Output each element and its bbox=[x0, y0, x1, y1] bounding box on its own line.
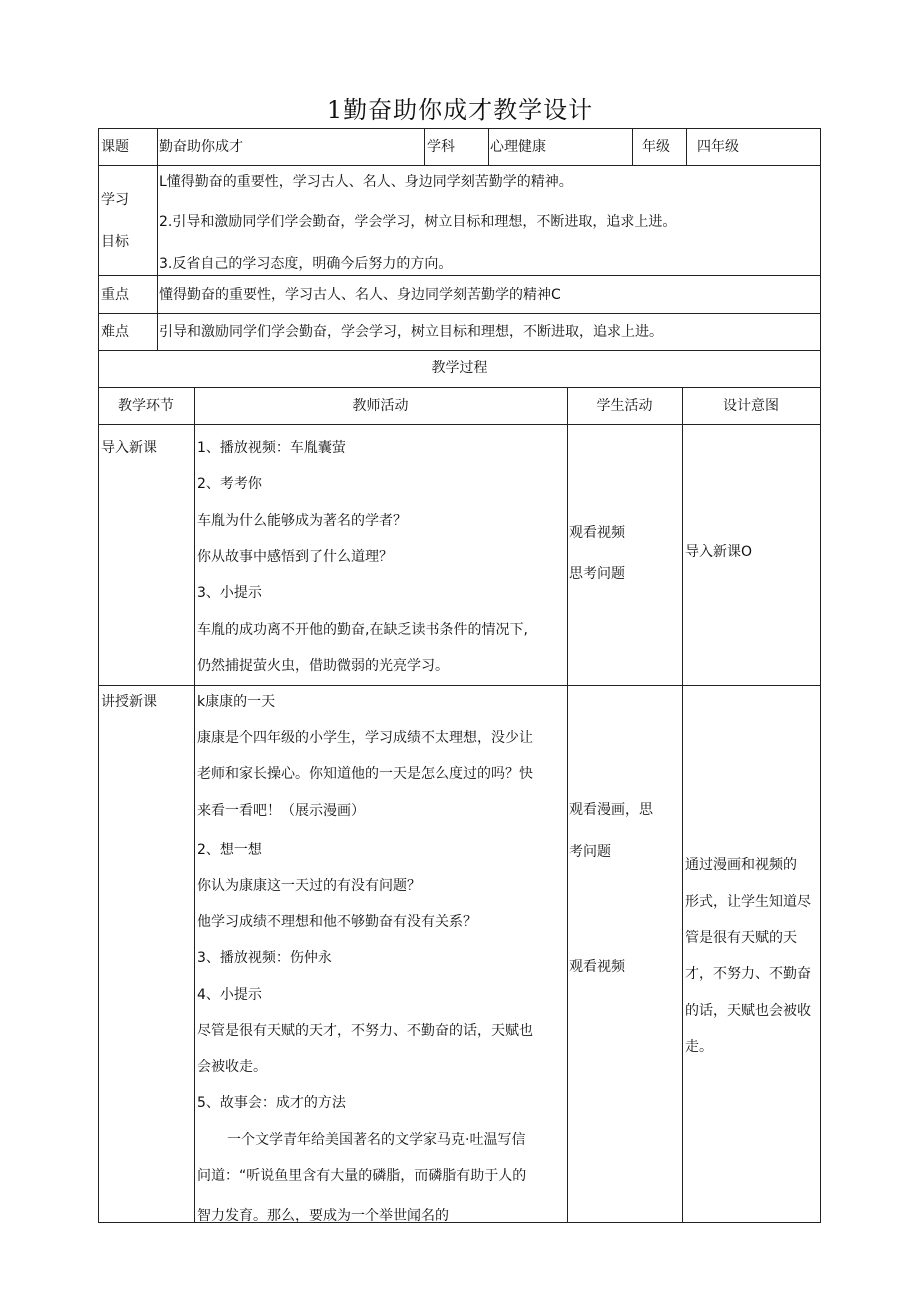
header-teacher-activity: 教师活动 bbox=[352, 398, 409, 414]
teacher-activity-line: 一个文学青年给美国著名的文学家马克·吐温写信 bbox=[227, 1132, 526, 1148]
process-title: 教学过程 bbox=[431, 360, 488, 376]
col-divider bbox=[194, 387, 195, 1223]
row-divider bbox=[98, 165, 821, 166]
key-point-value: 懂得勤奋的重要性，学习古人、名人、身边同学刻苦勤学的精神C bbox=[159, 287, 561, 303]
col-divider bbox=[567, 387, 568, 1223]
document-title: 1勤奋助你成才教学设计 bbox=[326, 96, 594, 124]
stage-name: 讲授新课 bbox=[101, 694, 157, 710]
teacher-activity-line: 问道：“听说鱼里含有大量的磷脂，而磷脂有助于人的 bbox=[197, 1168, 527, 1184]
teacher-activity-line: 2、考考你 bbox=[197, 476, 262, 492]
student-activity-line: 考问题 bbox=[569, 844, 611, 860]
teacher-activity-line: 1、播放视频：车胤囊萤 bbox=[197, 440, 346, 456]
teacher-activity-line: 5、故事会：成才的方法 bbox=[197, 1095, 346, 1111]
table-border-left bbox=[98, 128, 99, 1223]
col-divider bbox=[632, 128, 633, 165]
header-stage: 教学环节 bbox=[118, 398, 174, 414]
teacher-activity-line: k康康的一天 bbox=[197, 694, 276, 710]
teacher-activity-line: 他学习成绩不理想和他不够勤奋有没有关系？ bbox=[197, 914, 477, 930]
teacher-activity-line: 2、想一想 bbox=[197, 842, 262, 858]
design-intent-line: 通过漫画和视频的 bbox=[685, 857, 797, 873]
design-intent-line: 形式，让学生知道尽 bbox=[685, 894, 811, 910]
student-activity-line: 观看视频 bbox=[569, 959, 625, 975]
teacher-activity-line: 仍然捕捉萤火虫，借助微弱的光亮学习。 bbox=[197, 658, 449, 674]
design-intent-line: 走。 bbox=[685, 1039, 713, 1055]
teacher-activity-line: 智力发育。那么，要成为一个举世闻名的 bbox=[197, 1208, 449, 1224]
course-label: 课题 bbox=[101, 139, 129, 155]
row-divider bbox=[98, 313, 821, 314]
teacher-activity-line: 会被收走。 bbox=[197, 1059, 267, 1075]
key-point-label: 重点 bbox=[101, 287, 129, 303]
difficulty-label: 难点 bbox=[101, 324, 129, 340]
difficulty-value: 引导和激励同学们学会勤奋，学会学习，树立目标和理想，不断进取，追求上进。 bbox=[159, 324, 663, 340]
course-value: 勤奋助你成才 bbox=[159, 139, 243, 155]
header-design-intent: 设计意图 bbox=[723, 398, 779, 414]
student-activity-line: 观看视频 bbox=[569, 525, 625, 541]
objectives-label-line2: 目标 bbox=[101, 234, 129, 250]
row-divider bbox=[98, 387, 821, 388]
teacher-activity-line: 你认为康康这一天过的有没有问题？ bbox=[197, 878, 421, 894]
teacher-activity-line: 3、播放视频：伤仲永 bbox=[197, 950, 332, 966]
stage-name: 导入新课 bbox=[101, 440, 157, 456]
design-intent-line: 管是很有天赋的天 bbox=[685, 930, 797, 946]
objectives-label-line1: 学习 bbox=[101, 192, 129, 208]
col-divider bbox=[682, 387, 683, 1223]
objective-item: L懂得勤奋的重要性，学习古人、名人、身边同学刻苦勤学的精神。 bbox=[159, 174, 573, 190]
grade-label: 年级 bbox=[642, 139, 670, 155]
teacher-activity-line: 你从故事中感悟到了什么道理？ bbox=[197, 549, 393, 565]
objective-item: 3.反省自己的学习态度，明确今后努力的方向。 bbox=[159, 256, 453, 272]
grade-value: 四年级 bbox=[697, 139, 739, 155]
teacher-activity-line: 车胤的成功离不开他的勤奋,在缺乏读书条件的情况下, bbox=[197, 622, 528, 638]
objective-item: 2.引导和激励同学们学会勤奋，学会学习，树立目标和理想，不断进取，追求上进。 bbox=[159, 214, 677, 230]
row-divider bbox=[98, 685, 821, 686]
teacher-activity-line: 老师和家长操心。你知道他的一天是怎么度过的吗？快 bbox=[197, 766, 533, 782]
row-divider bbox=[98, 275, 821, 276]
teacher-activity-line: 尽管是很有天赋的天才，不努力、不勤奋的话，天赋也 bbox=[197, 1023, 533, 1039]
table-border-top bbox=[98, 128, 821, 129]
col-divider bbox=[488, 128, 489, 165]
teacher-activity-line: 康康是个四年级的小学生，学习成绩不太理想，没少让 bbox=[197, 730, 533, 746]
table-border-right bbox=[820, 128, 821, 1223]
header-student-activity: 学生活动 bbox=[596, 398, 653, 414]
design-intent: 导入新课O bbox=[685, 544, 753, 560]
row-divider bbox=[98, 424, 821, 425]
col-divider bbox=[424, 128, 425, 165]
teacher-activity-line: 车胤为什么能够成为著名的学者？ bbox=[197, 513, 407, 529]
design-intent-line: 才，不努力、不勤奋 bbox=[685, 966, 811, 982]
design-intent-line: 的话，天赋也会被收 bbox=[685, 1003, 811, 1019]
teacher-activity-line: 3、小提示 bbox=[197, 585, 262, 601]
teacher-activity-line: 4、小提示 bbox=[197, 987, 262, 1003]
row-divider bbox=[98, 350, 821, 351]
student-activity-line: 思考问题 bbox=[569, 566, 625, 582]
col-divider bbox=[686, 128, 687, 165]
col-divider bbox=[157, 128, 158, 350]
teacher-activity-line: 来看一看吧！（展示漫画） bbox=[197, 803, 365, 819]
subject-value: 心理健康 bbox=[490, 139, 546, 155]
subject-label: 学科 bbox=[427, 139, 455, 155]
student-activity-line: 观看漫画，思 bbox=[569, 802, 653, 818]
